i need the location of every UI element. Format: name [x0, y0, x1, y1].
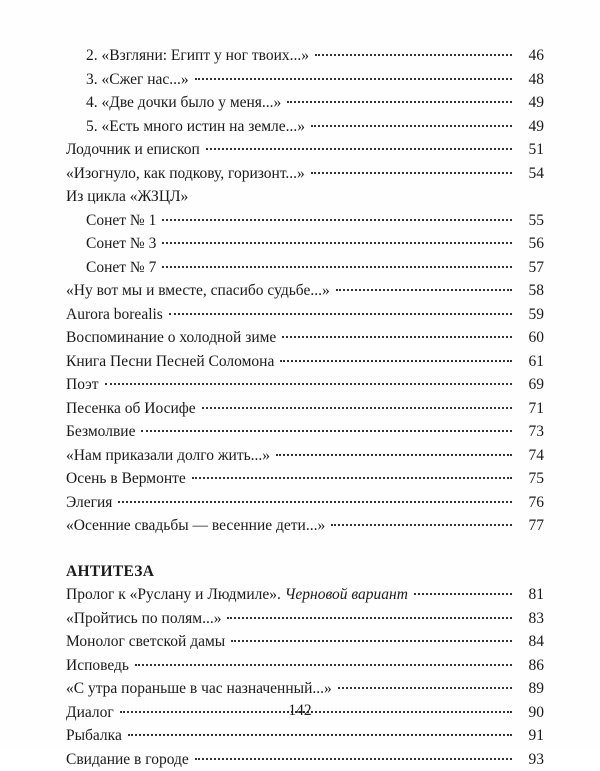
dot-leader [282, 336, 512, 338]
toc-entry-title-text: «Ну вот мы и вместе, спасибо судьбе...» [66, 282, 330, 299]
section-heading: АНТИТЕЗА [66, 560, 544, 584]
toc-entry-title [66, 444, 270, 468]
dot-leader [311, 172, 512, 174]
toc-entry-page: 69 [518, 373, 544, 397]
toc-entry [66, 514, 544, 538]
toc-entry [66, 44, 544, 68]
toc-entry-title [66, 397, 196, 421]
toc-entry-page: 61 [518, 350, 544, 374]
toc-entry-page: 58 [518, 279, 544, 303]
toc-entry-page: 59 [518, 303, 544, 327]
dot-leader [315, 54, 512, 56]
dot-leader [276, 454, 512, 456]
dot-leader [338, 687, 512, 689]
toc-entry-page: 75 [518, 467, 544, 491]
dot-leader [105, 383, 512, 385]
toc-entry-page: 76 [518, 491, 544, 515]
toc-entry-title [66, 303, 163, 327]
toc-entry [66, 162, 544, 186]
toc-entry-page: 86 [518, 654, 544, 678]
toc-entry-title [66, 583, 408, 607]
toc-entry-title [66, 373, 99, 397]
toc-entry [66, 373, 544, 397]
toc-entry [66, 677, 544, 701]
toc-entry-title-text: Элегия [66, 494, 112, 511]
toc-group-b [66, 583, 544, 771]
toc-entry-title [66, 607, 221, 631]
toc-entry-title [66, 420, 135, 444]
toc-entry-title [66, 326, 276, 350]
toc-entry-title-text: Свидание в городе [66, 751, 189, 768]
toc-entry-title [66, 185, 188, 209]
toc-entry [66, 91, 544, 115]
toc-entry-page: 71 [518, 397, 544, 421]
toc-entry-page: 90 [518, 701, 544, 725]
toc-entry-title-text: 4. «Две дочки было у меня...» [86, 94, 281, 111]
toc-entry-title-text: Сонет № 7 [86, 259, 156, 276]
dot-leader [202, 407, 512, 409]
toc-entry-title-italic: Черновой вариант [285, 586, 408, 603]
toc-entry-page: 77 [518, 514, 544, 538]
toc-entry [66, 326, 544, 350]
toc-entry-title-text: Сонет № 3 [86, 235, 156, 252]
toc-entry [66, 256, 544, 280]
dot-leader [231, 640, 512, 642]
toc-entry [66, 279, 544, 303]
toc-entry [66, 232, 544, 256]
toc-entry-title [66, 491, 112, 515]
toc-entry-title-text: Диалог [66, 704, 114, 721]
toc-entry-title-text: Исповедь [66, 657, 129, 674]
toc-entry-title [66, 748, 189, 771]
toc-entry-page: 54 [518, 162, 544, 186]
toc-entry-title [66, 467, 186, 491]
toc-entry-page: 84 [518, 630, 544, 654]
toc-entry-title-text: Воспоминание о холодной зиме [66, 329, 276, 346]
dot-leader [311, 125, 512, 127]
toc-entry-page: 91 [518, 724, 544, 748]
dot-leader [227, 617, 512, 619]
toc-group-a [66, 44, 544, 538]
toc-entry-title [86, 232, 156, 256]
dot-leader [118, 501, 512, 503]
toc-entry-title-text: Монолог светской дамы [66, 633, 225, 650]
toc-entry [66, 583, 544, 607]
toc-entry [66, 748, 544, 771]
toc-entry-title-text: Из цикла «ЖЗЦЛ» [66, 188, 188, 205]
dot-leader [162, 242, 512, 244]
toc-entry [66, 209, 544, 233]
toc-entry-page: 60 [518, 326, 544, 350]
toc-entry-title-text: Безмолвие [66, 423, 135, 440]
toc-entry-title [66, 279, 330, 303]
dot-leader [331, 524, 512, 526]
toc-entry-title-text: Поэт [66, 376, 99, 393]
toc-entry-title-text: 3. «Сжег нас...» [86, 71, 189, 88]
toc-entry-title-text: Пролог к «Руслану и Людмиле». [66, 586, 281, 603]
toc-entry [66, 350, 544, 374]
toc-entry-title [66, 724, 122, 748]
toc-entry-title-text: Лодочник и епископ [66, 141, 200, 158]
dot-leader [206, 148, 512, 150]
toc-entry-title [86, 209, 156, 233]
toc-entry-title [86, 44, 309, 68]
toc-entry-page: 73 [518, 420, 544, 444]
toc-entry-title-text: «Изогнуло, как подкову, горизонт...» [66, 165, 305, 182]
toc-entry-title-text: Осень в Вермонте [66, 470, 186, 487]
toc-entry [66, 397, 544, 421]
toc-entry-title-text: «Пройтись по полям...» [66, 610, 221, 627]
toc-entry-page: 51 [518, 138, 544, 162]
toc-entry-title-text: Сонет № 1 [86, 212, 156, 229]
toc-entry-page: 56 [518, 232, 544, 256]
toc-entry-title [86, 115, 305, 139]
toc-entry [66, 115, 544, 139]
toc-entry-title-text: Песенка об Иосифе [66, 400, 196, 417]
toc-entry-title [86, 91, 281, 115]
toc-entry-title-text: «Осенние свадьбы — весенние дети...» [66, 517, 325, 534]
toc-entry-title [86, 256, 156, 280]
dot-leader [336, 289, 512, 291]
toc-entry-title-text: Aurora borealis [66, 306, 163, 323]
dot-leader [192, 477, 512, 479]
toc-entry-page: 81 [518, 583, 544, 607]
section-gap [66, 538, 544, 560]
toc-entry-title-text: «С утра пораньше в час назначенный...» [66, 680, 332, 697]
toc-entry [66, 491, 544, 515]
toc-entry [66, 420, 544, 444]
toc-entry-page: 48 [518, 68, 544, 92]
toc-entry-page: 49 [518, 115, 544, 139]
toc-entry-title [66, 514, 325, 538]
toc-entry [66, 303, 544, 327]
dot-leader [195, 78, 512, 80]
toc-entry [66, 467, 544, 491]
toc-entry [66, 724, 544, 748]
toc-entry-page: 89 [518, 677, 544, 701]
toc-entry-title-text: 5. «Есть много истин на земле...» [86, 118, 305, 135]
toc-entry-title [66, 350, 274, 374]
dot-leader [287, 101, 512, 103]
dot-leader [141, 430, 512, 432]
toc-entry-title [86, 68, 189, 92]
toc-entry-title [66, 162, 305, 186]
table-of-contents [66, 44, 544, 771]
toc-entry [66, 138, 544, 162]
toc-entry-page: 93 [518, 748, 544, 771]
toc-entry [66, 654, 544, 678]
toc-entry-page: 74 [518, 444, 544, 468]
toc-entry-page: 83 [518, 607, 544, 631]
dot-leader [162, 219, 512, 221]
toc-entry [66, 630, 544, 654]
toc-entry-title [66, 654, 129, 678]
toc-entry-page: 57 [518, 256, 544, 280]
dot-leader [128, 734, 512, 736]
dot-leader [169, 313, 512, 315]
toc-entry [66, 607, 544, 631]
toc-entry-title-text: «Нам приказали долго жить...» [66, 447, 270, 464]
toc-entry-title-text: 2. «Взгляни: Египт у ног твоих...» [86, 47, 309, 64]
toc-entry [66, 185, 544, 209]
toc-entry-title-text: Рыбалка [66, 727, 122, 744]
toc-entry-title [66, 138, 200, 162]
dot-leader [135, 664, 512, 666]
toc-entry-title-text: Книга Песни Песней Соломона [66, 353, 274, 370]
toc-entry-title [66, 630, 225, 654]
toc-entry [66, 444, 544, 468]
dot-leader [195, 758, 512, 760]
toc-entry-page: 46 [518, 44, 544, 68]
toc-entry-title [66, 677, 332, 701]
dot-leader [280, 360, 512, 362]
dot-leader [414, 593, 512, 595]
toc-entry [66, 68, 544, 92]
page-number: 142 [0, 702, 600, 720]
toc-entry-page: 55 [518, 209, 544, 233]
dot-leader [162, 266, 512, 268]
toc-entry-page: 49 [518, 91, 544, 115]
